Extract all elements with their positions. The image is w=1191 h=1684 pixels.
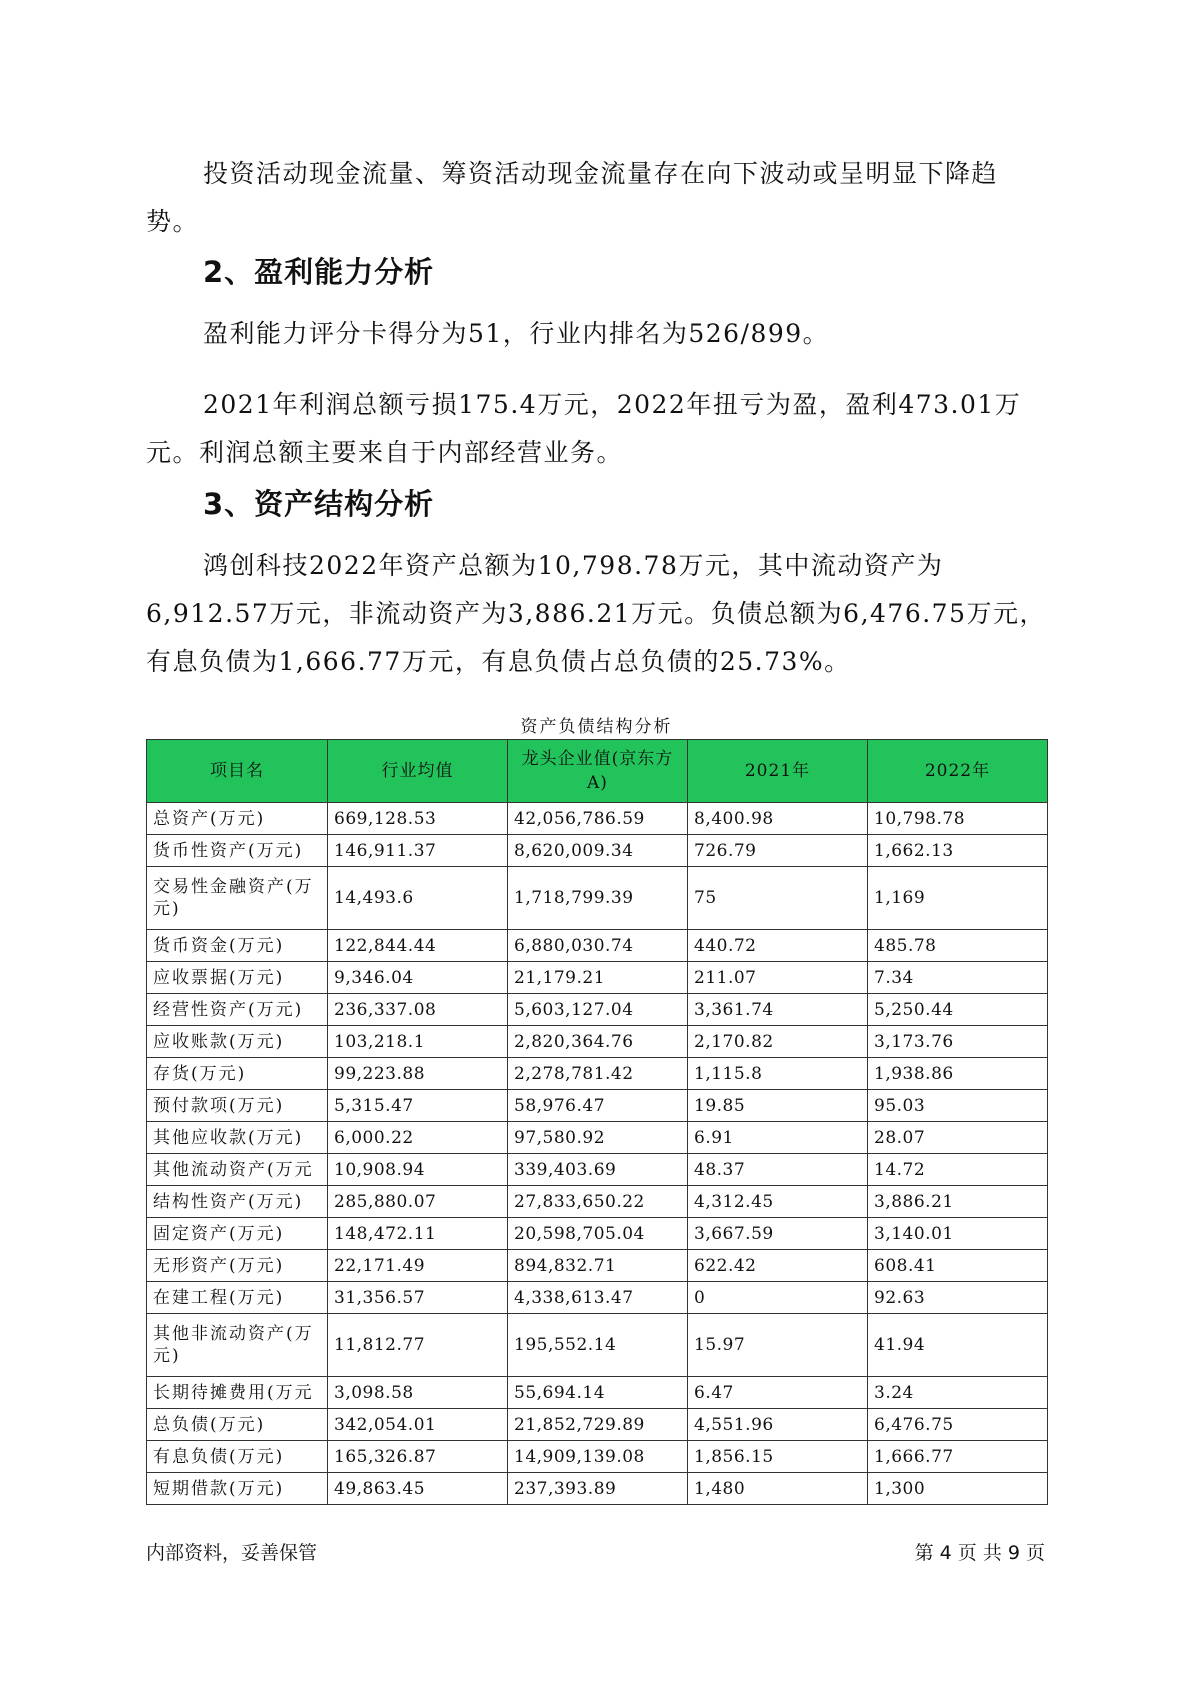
footer-page-number: 第 4 页 共 9 页 <box>914 1542 1045 1564</box>
table-cell-value: 0 <box>688 1282 868 1314</box>
heading-profitability: 2、盈利能力分析 <box>203 255 435 289</box>
table-row <box>147 1377 1048 1409</box>
table-cell-value: 6.47 <box>688 1377 868 1409</box>
table-row <box>147 1026 1048 1058</box>
table-cell-value: 6,880,030.74 <box>508 930 688 962</box>
paragraph-cashflow: 投资活动现金流量、筹资活动现金流量存在向下波动或呈明显下降趋势。 <box>146 159 999 236</box>
table-cell-value: 99,223.88 <box>328 1058 508 1090</box>
table-row <box>147 867 1048 930</box>
table-cell-item-name: 货币资金(万元) <box>147 930 328 962</box>
header-year-2021: 2021年 <box>688 740 868 803</box>
paragraph-profit-total: 2021年利润总额亏损175.4万元，2022年扭亏为盈，盈利473.01万元。利润总额主要来自于内部经营业务。 <box>146 390 1022 467</box>
table-row <box>147 1090 1048 1122</box>
table-cell-value: 75 <box>688 867 868 930</box>
table-cell-value: 342,054.01 <box>328 1409 508 1441</box>
header-year-2022: 2022年 <box>868 740 1048 803</box>
table-cell-value: 1,662.13 <box>868 835 1048 867</box>
table-cell-value: 48.37 <box>688 1154 868 1186</box>
table-cell-value: 19.85 <box>688 1090 868 1122</box>
table-cell-item-name: 经营性资产(万元) <box>147 994 328 1026</box>
table-cell-value: 3.24 <box>868 1377 1048 1409</box>
table-cell-value: 5,315.47 <box>328 1090 508 1122</box>
table-cell-value: 4,312.45 <box>688 1186 868 1218</box>
table-cell-value: 6,476.75 <box>868 1409 1048 1441</box>
table-cell-item-name: 其他非流动资产(万元) <box>147 1314 328 1377</box>
balance-sheet-table <box>146 739 1048 1505</box>
table-cell-value: 165,326.87 <box>328 1441 508 1473</box>
table-row <box>147 1282 1048 1314</box>
table-cell-value: 95.03 <box>868 1090 1048 1122</box>
header-item-name: 项目名 <box>147 740 328 803</box>
table-cell-item-name: 在建工程(万元) <box>147 1282 328 1314</box>
table-cell-item-name: 应收账款(万元) <box>147 1026 328 1058</box>
table-cell-value: 28.07 <box>868 1122 1048 1154</box>
table-cell-item-name: 结构性资产(万元) <box>147 1186 328 1218</box>
table-row <box>147 1058 1048 1090</box>
table-cell-value: 726.79 <box>688 835 868 867</box>
table-cell-value: 5,603,127.04 <box>508 994 688 1026</box>
table-row <box>147 1409 1048 1441</box>
table-cell-item-name: 货币性资产(万元) <box>147 835 328 867</box>
table-cell-value: 6.91 <box>688 1122 868 1154</box>
table-cell-value: 2,820,364.76 <box>508 1026 688 1058</box>
table-cell-item-name: 预付款项(万元) <box>147 1090 328 1122</box>
table-cell-item-name: 总负债(万元) <box>147 1409 328 1441</box>
table-cell-value: 31,356.57 <box>328 1282 508 1314</box>
table-cell-item-name: 总资产(万元) <box>147 803 328 835</box>
table-cell-item-name: 短期借款(万元) <box>147 1473 328 1505</box>
header-leader-value: 龙头企业值(京东方A) <box>508 740 688 803</box>
table-cell-value: 55,694.14 <box>508 1377 688 1409</box>
table-cell-value: 236,337.08 <box>328 994 508 1026</box>
table-cell-value: 14,493.6 <box>328 867 508 930</box>
table-cell-value: 285,880.07 <box>328 1186 508 1218</box>
table-row <box>147 1154 1048 1186</box>
table-cell-value: 41.94 <box>868 1314 1048 1377</box>
table-cell-item-name: 应收票据(万元) <box>147 962 328 994</box>
table-cell-value: 2,278,781.42 <box>508 1058 688 1090</box>
table-cell-value: 3,361.74 <box>688 994 868 1026</box>
table-cell-value: 3,098.58 <box>328 1377 508 1409</box>
table-cell-value: 608.41 <box>868 1250 1048 1282</box>
table-cell-value: 5,250.44 <box>868 994 1048 1026</box>
table-cell-value: 3,886.21 <box>868 1186 1048 1218</box>
table-cell-value: 21,852,729.89 <box>508 1409 688 1441</box>
table-cell-value: 339,403.69 <box>508 1154 688 1186</box>
table-cell-value: 1,666.77 <box>868 1441 1048 1473</box>
table-cell-value: 122,844.44 <box>328 930 508 962</box>
table-cell-value: 14.72 <box>868 1154 1048 1186</box>
table-cell-item-name: 固定资产(万元) <box>147 1218 328 1250</box>
table-cell-value: 15.97 <box>688 1314 868 1377</box>
table-cell-value: 27,833,650.22 <box>508 1186 688 1218</box>
table-cell-value: 3,667.59 <box>688 1218 868 1250</box>
table-cell-item-name: 长期待摊费用(万元 <box>147 1377 328 1409</box>
footer-confidential-note: 内部资料，妥善保管 <box>146 1542 318 1564</box>
table-cell-item-name: 交易性金融资产(万元) <box>147 867 328 930</box>
table-row <box>147 1441 1048 1473</box>
table-cell-value: 22,171.49 <box>328 1250 508 1282</box>
table-row <box>147 994 1048 1026</box>
table-header-row <box>147 740 1048 803</box>
table-row <box>147 1314 1048 1377</box>
table-row <box>147 1218 1048 1250</box>
table-cell-value: 6,000.22 <box>328 1122 508 1154</box>
table-cell-item-name: 其他流动资产(万元 <box>147 1154 328 1186</box>
table-cell-value: 97,580.92 <box>508 1122 688 1154</box>
table-cell-value: 11,812.77 <box>328 1314 508 1377</box>
table-cell-value: 1,300 <box>868 1473 1048 1505</box>
table-row <box>147 835 1048 867</box>
table-cell-item-name: 无形资产(万元) <box>147 1250 328 1282</box>
table-cell-value: 21,179.21 <box>508 962 688 994</box>
table-cell-value: 8,400.98 <box>688 803 868 835</box>
paragraph-profit-score: 盈利能力评分卡得分为51，行业内排名为526/899。 <box>203 319 830 348</box>
table-cell-value: 195,552.14 <box>508 1314 688 1377</box>
table-row <box>147 1186 1048 1218</box>
table-cell-item-name: 存货(万元) <box>147 1058 328 1090</box>
table-row <box>147 930 1048 962</box>
table-cell-value: 894,832.71 <box>508 1250 688 1282</box>
table-cell-value: 3,140.01 <box>868 1218 1048 1250</box>
table-cell-value: 8,620,009.34 <box>508 835 688 867</box>
table-cell-value: 20,598,705.04 <box>508 1218 688 1250</box>
table-cell-item-name: 有息负债(万元) <box>147 1441 328 1473</box>
header-industry-average: 行业均值 <box>328 740 508 803</box>
table-cell-value: 4,338,613.47 <box>508 1282 688 1314</box>
table-cell-value: 42,056,786.59 <box>508 803 688 835</box>
table-cell-value: 1,856.15 <box>688 1441 868 1473</box>
table-cell-value: 10,798.78 <box>868 803 1048 835</box>
table-cell-value: 9,346.04 <box>328 962 508 994</box>
table-cell-value: 7.34 <box>868 962 1048 994</box>
table-row <box>147 1122 1048 1154</box>
table-cell-value: 49,863.45 <box>328 1473 508 1505</box>
paragraph-asset-summary: 鸿创科技2022年资产总额为10,798.78万元，其中流动资产为6,912.57万元，非流动资产为3,886.21万元。负债总额为6,476.75万元，有息负债为1,666.77万元，有息负债占总负债的25.73%。 <box>146 551 1046 676</box>
table-row <box>147 803 1048 835</box>
table-cell-value: 10,908.94 <box>328 1154 508 1186</box>
table-cell-value: 4,551.96 <box>688 1409 868 1441</box>
table-cell-value: 146,911.37 <box>328 835 508 867</box>
table-body <box>147 803 1048 1505</box>
table-cell-value: 148,472.11 <box>328 1218 508 1250</box>
table-cell-value: 440.72 <box>688 930 868 962</box>
table-cell-value: 2,170.82 <box>688 1026 868 1058</box>
table-cell-value: 92.63 <box>868 1282 1048 1314</box>
table-cell-value: 1,938.86 <box>868 1058 1048 1090</box>
table-cell-item-name: 其他应收款(万元) <box>147 1122 328 1154</box>
table-cell-value: 211.07 <box>688 962 868 994</box>
heading-asset-structure: 3、资产结构分析 <box>203 487 435 521</box>
table-cell-value: 103,218.1 <box>328 1026 508 1058</box>
table-cell-value: 1,115.8 <box>688 1058 868 1090</box>
table-row <box>147 1250 1048 1282</box>
table-cell-value: 669,128.53 <box>328 803 508 835</box>
table-cell-value: 485.78 <box>868 930 1048 962</box>
table-cell-value: 3,173.76 <box>868 1026 1048 1058</box>
table-cell-value: 1,718,799.39 <box>508 867 688 930</box>
table-cell-value: 237,393.89 <box>508 1473 688 1505</box>
table-caption: 资产负债结构分析 <box>520 717 673 737</box>
table-cell-value: 1,169 <box>868 867 1048 930</box>
table-cell-value: 14,909,139.08 <box>508 1441 688 1473</box>
table-cell-value: 622.42 <box>688 1250 868 1282</box>
table-cell-value: 58,976.47 <box>508 1090 688 1122</box>
table-row <box>147 962 1048 994</box>
table-row <box>147 1473 1048 1505</box>
table-cell-value: 1,480 <box>688 1473 868 1505</box>
